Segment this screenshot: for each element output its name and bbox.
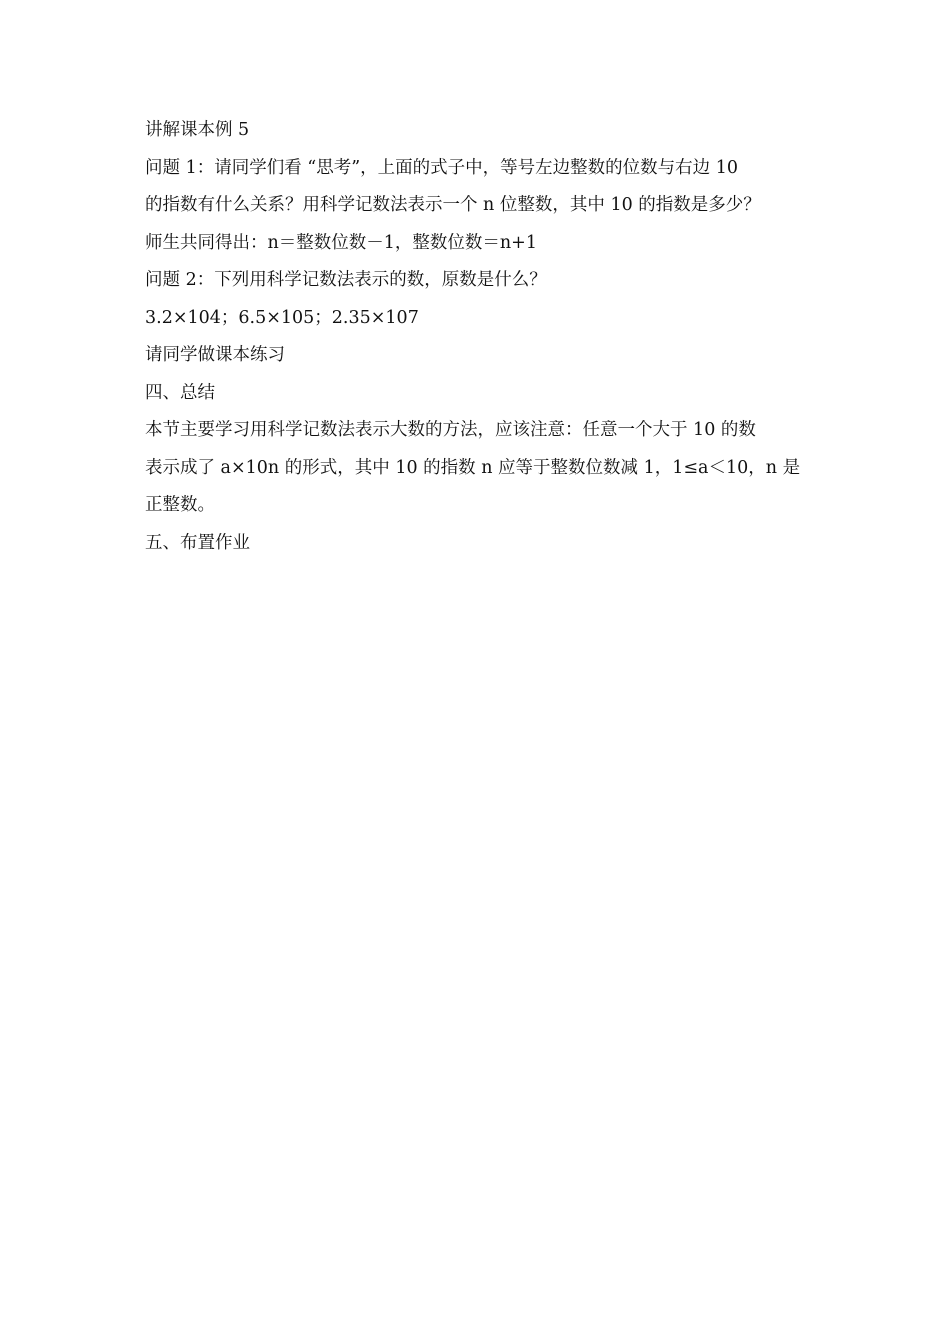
section-summary-heading: 四、总结 <box>145 382 215 403</box>
question-1-line-1: 问题 1：请同学们看 “思考”，上面的式子中，等号左边整数的位数与右边 10 <box>145 157 738 178</box>
summary-line-3: 正整数。 <box>145 495 215 515</box>
scientific-numbers-line: 3.2×104；6.5×105；2.35×107 <box>145 307 419 328</box>
exercise-line: 请同学做课本练习 <box>145 345 285 365</box>
summary-line-2: 表示成了 a×10n 的形式，其中 10 的指数 n 应等于整数位数减 1，1≤a＜10，n 是 <box>145 457 801 478</box>
example-heading: 讲解课本例 5 <box>145 120 250 140</box>
summary-line-1: 本节主要学习用科学记数法表示大数的方法，应该注意：任意一个大于 10 的数 <box>145 420 756 440</box>
section-homework-heading: 五、布置作业 <box>145 532 250 553</box>
question-2-line: 问题 2：下列用科学记数法表示的数，原数是什么？ <box>145 270 547 290</box>
document-body <box>145 112 810 562</box>
conclusion-line: 师生共同得出：n＝整数位数－1，整数位数＝n+1 <box>145 232 537 253</box>
question-1-line-2: 的指数有什么关系？用科学记数法表示一个 n 位整数，其中 10 的指数是多少？ <box>145 195 761 215</box>
